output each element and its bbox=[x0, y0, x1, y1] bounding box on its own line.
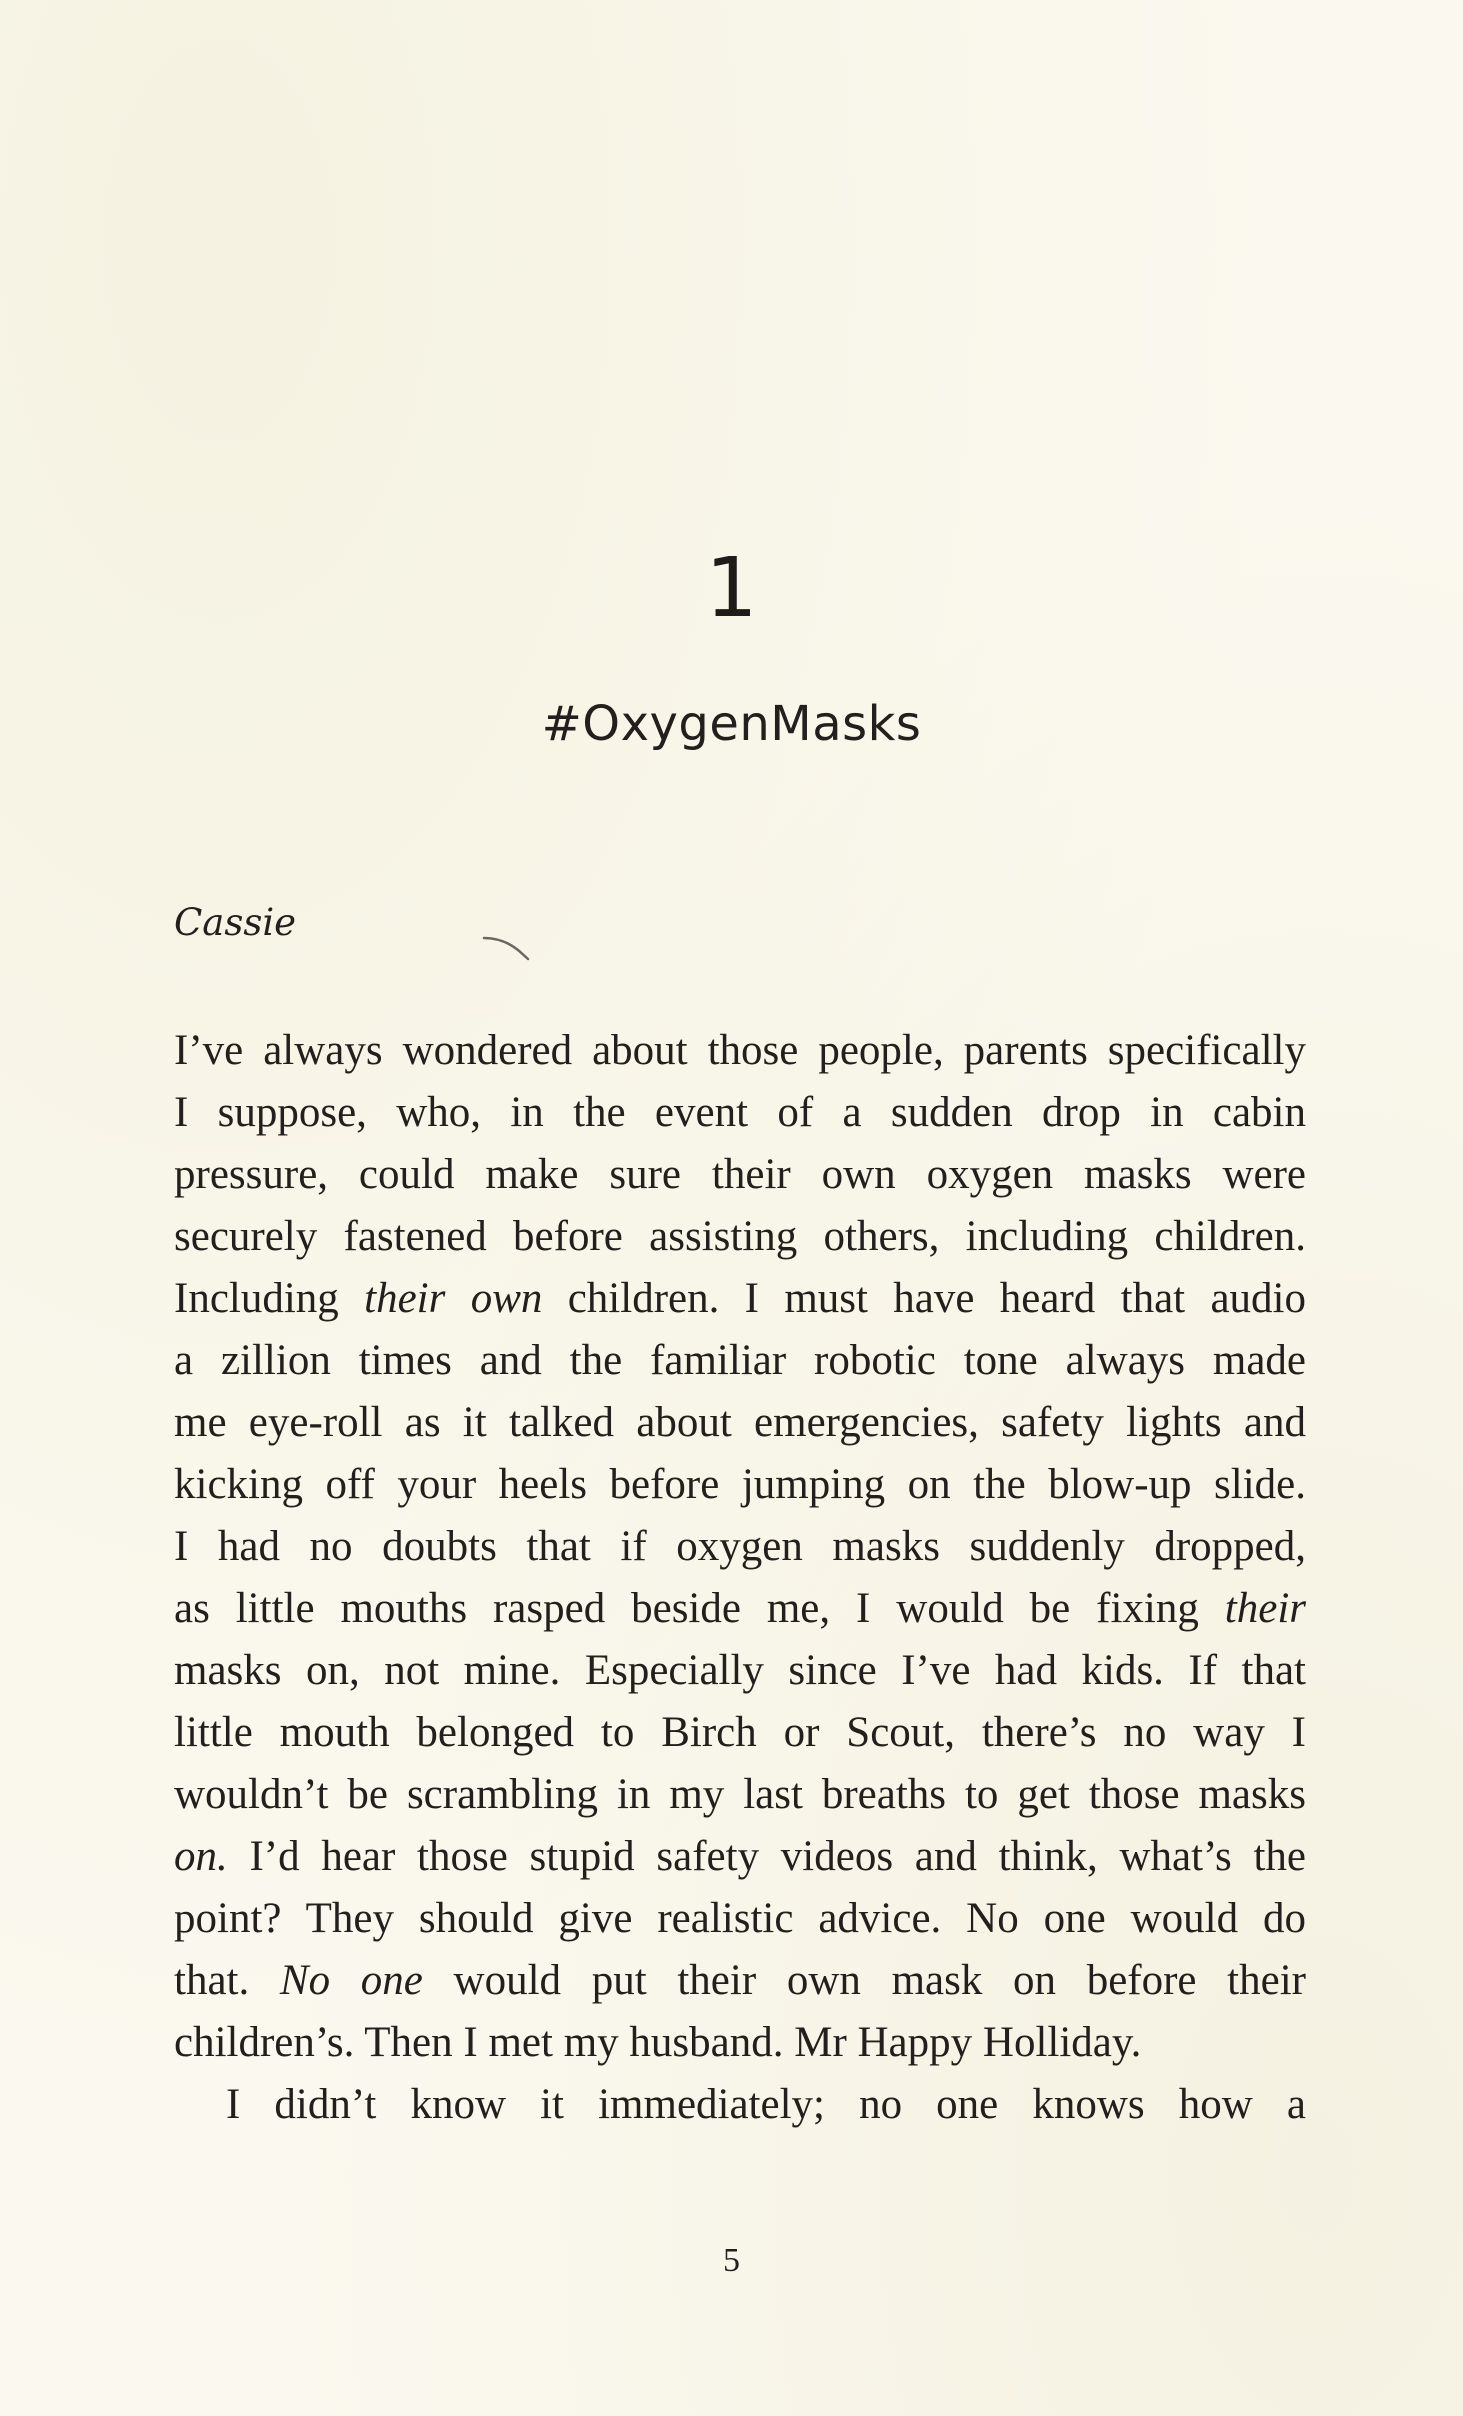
text-line: me eye-roll as it talked about emergencies, safety lights and bbox=[174, 1399, 1306, 1446]
text-line: I didn’t know it immediately; no one knows how a bbox=[226, 2081, 1306, 2128]
text-segment: that. bbox=[174, 1957, 280, 2004]
text-segment: Including bbox=[174, 1275, 365, 1322]
body-text bbox=[174, 1020, 1306, 2136]
text-line: a zillion times and the familiar robotic tone always made bbox=[174, 1337, 1306, 1384]
text-segment: children. I must have heard that audio bbox=[542, 1275, 1306, 1322]
text-line: children’s. Then I met my husband. Mr Happy Holliday. bbox=[174, 2019, 1142, 2066]
text-line: kicking off your heels before jumping on the blow-up slide. bbox=[174, 1461, 1306, 1508]
text-line bbox=[174, 1950, 1306, 2012]
page-number: 5 bbox=[723, 2242, 740, 2279]
text-segment: I’d hear those stupid safety videos and think, what’s the bbox=[227, 1833, 1306, 1880]
narrator-name: Cassie bbox=[174, 901, 297, 944]
text-line bbox=[174, 1578, 1306, 1640]
text-line: I had no doubts that if oxygen masks suddenly dropped, bbox=[174, 1523, 1306, 1570]
pencil-mark bbox=[482, 932, 532, 962]
text-line: I suppose, who, in the event of a sudden drop in cabin bbox=[174, 1089, 1306, 1136]
text-line: pressure, could make sure their own oxygen masks were bbox=[174, 1151, 1306, 1198]
text-line: point? They should give realistic advice. No one would do bbox=[174, 1895, 1306, 1942]
text-segment: as little mouths rasped beside me, I would be fixing bbox=[174, 1585, 1225, 1632]
emphasis-text: their bbox=[1224, 1585, 1306, 1632]
text-line: wouldn’t be scrambling in my last breaths to get those masks bbox=[174, 1771, 1306, 1818]
chapter-title: #OxygenMasks bbox=[541, 696, 922, 752]
text-segment: would put their own mask on before their bbox=[422, 1957, 1306, 2004]
text-line: securely fastened before assisting others, including children. bbox=[174, 1213, 1306, 1260]
text-line: masks on, not mine. Especially since I’ve had kids. If that bbox=[174, 1647, 1306, 1694]
text-line bbox=[174, 1826, 1306, 1888]
emphasis-text: on. bbox=[174, 1833, 228, 1880]
emphasis-text: their own bbox=[364, 1275, 543, 1322]
text-line: I’ve always wondered about those people, parents specifically bbox=[174, 1027, 1306, 1074]
text-line: little mouth belonged to Birch or Scout, there’s no way I bbox=[174, 1709, 1306, 1756]
text-line bbox=[174, 1268, 1306, 1330]
emphasis-text: No one bbox=[279, 1957, 423, 2004]
chapter-number: 1 bbox=[705, 541, 758, 636]
